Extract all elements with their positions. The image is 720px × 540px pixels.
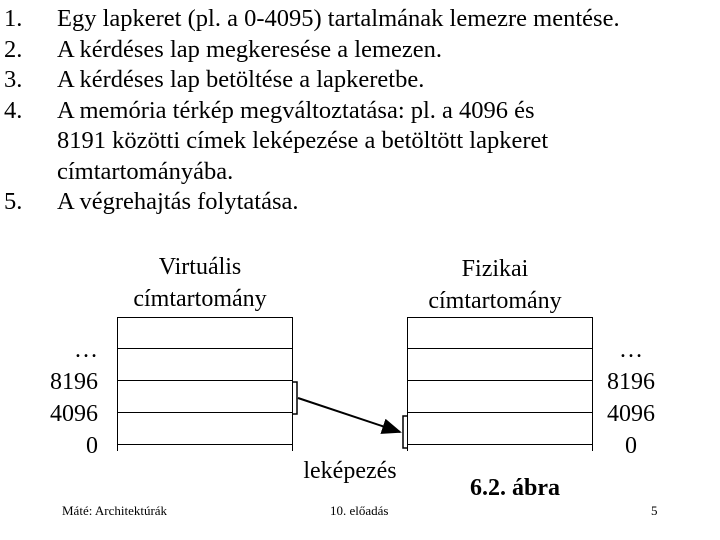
step-text: címtartományába.	[57, 157, 234, 185]
virtual-addr-4096: 4096	[50, 401, 98, 427]
step-number: 3.	[4, 66, 23, 93]
physical-addr-ellipsis: …	[619, 337, 643, 363]
footer-lecture: 10. előadás	[330, 503, 389, 518]
virtual-space-title-1: Virtuális	[158, 254, 242, 280]
physical-addr-4096: 4096	[607, 401, 655, 427]
physical-addr-8196: 8196	[607, 369, 655, 395]
physical-addr-0: 0	[625, 433, 637, 459]
virtual-addr-0: 0	[86, 433, 98, 459]
step-text: A memória térkép megváltoztatása: pl. a 4096 és	[57, 96, 535, 124]
step-number: 5.	[4, 188, 23, 215]
footer-author: Máté: Architektúrák	[62, 503, 168, 518]
step-number: 1.	[4, 5, 23, 32]
step-number: 2.	[4, 35, 23, 63]
virtual-range-bracket	[293, 382, 297, 414]
virtual-addr-8196: 8196	[50, 369, 98, 395]
page-number: 5	[651, 503, 658, 518]
virtual-addr-ellipsis: …	[74, 337, 98, 363]
physical-space-title-1: Fizikai	[461, 256, 529, 282]
physical-space-title-2: címtartomány	[428, 288, 562, 314]
figure-label: 6.2. ábra	[470, 475, 560, 501]
step-number: 4.	[4, 96, 23, 124]
mapping-arrow-line	[298, 398, 400, 432]
step-text: Egy lapkeret (pl. a 0-4095) tartalmának lemezre mentése.	[57, 5, 620, 32]
mapping-label: leképezés	[303, 458, 397, 484]
step-text: 8191 közötti címek leképezése a betöltött lapkeret	[57, 127, 549, 154]
step-text: A kérdéses lap betöltése a lapkeretbe.	[57, 66, 425, 93]
physical-range-bracket	[403, 416, 407, 448]
step-text: A kérdéses lap megkeresése a lemezen.	[57, 35, 443, 63]
step-text: A végrehajtás folytatása.	[57, 188, 299, 215]
virtual-space-title-2: címtartomány	[133, 286, 267, 312]
